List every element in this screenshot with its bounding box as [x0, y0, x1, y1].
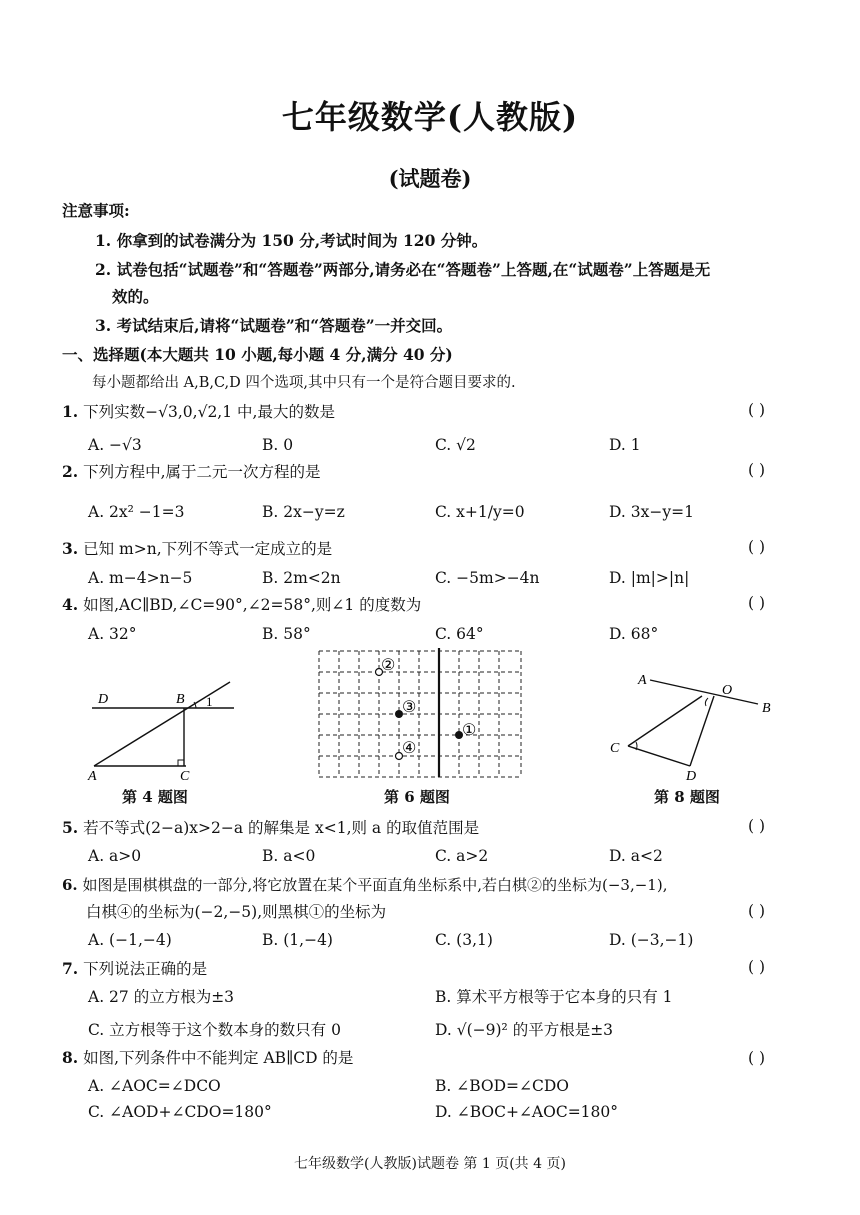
q2-option-c: C. x+1/y=0: [435, 503, 525, 521]
q7-option-d: D. √(−9)² 的平方根是±3: [435, 1021, 614, 1039]
q2-option-b: B. 2x−y=z: [262, 503, 345, 521]
label-d: D: [686, 769, 697, 784]
q7-option-b: B. 算术平方根等于它本身的只有 1: [435, 988, 673, 1006]
label-b: B: [762, 701, 771, 716]
question-4-stem: 如图,AC∥BD,∠C=90°,∠2=58°,则∠1 的度数为: [83, 596, 422, 614]
q3-option-b: B. 2m<2n: [262, 569, 341, 587]
answer-blank-4: ( ): [748, 594, 766, 612]
question-8: 8. 如图,下列条件中不能判定 AB∥CD 的是: [62, 1048, 354, 1067]
question-2: 2. 下列方程中,属于二元一次方程的是: [62, 462, 321, 481]
q1-option-d: D. 1: [609, 436, 641, 454]
label-angle-1: 1: [206, 694, 213, 709]
label-d: D: [98, 692, 109, 707]
section1-heading: 一、选择题(本大题共 10 小题,每小题 4 分,满分 40 分): [62, 345, 453, 364]
q5-option-d: D. a<2: [609, 847, 663, 865]
label-stone-3: ③: [402, 699, 417, 716]
figure-8: [604, 668, 782, 786]
q5-option-c: C. a>2: [435, 847, 489, 865]
q4-option-d: D. 68°: [609, 625, 659, 643]
q7-option-c: C. 立方根等于这个数本身的数只有 0: [88, 1021, 341, 1039]
answer-blank-8: ( ): [748, 1049, 766, 1067]
q6-option-c: C. (3,1): [435, 931, 493, 949]
answer-blank-6: ( ): [748, 902, 766, 920]
page-footer: 七年级数学(人教版)试题卷 第 1 页(共 4 页): [294, 1156, 566, 1172]
question-2-stem: 下列方程中,属于二元一次方程的是: [83, 463, 321, 481]
q5-option-a: A. a>0: [88, 847, 142, 865]
line-do: [690, 696, 714, 766]
q5-option-b: B. a<0: [262, 847, 316, 865]
q3-option-d: D. |m|>|n|: [609, 569, 690, 587]
q8-option-d: D. ∠BOC+∠AOC=180°: [435, 1103, 619, 1121]
question-8-stem: 如图,下列条件中不能判定 AB∥CD 的是: [83, 1049, 354, 1067]
q3-option-c: C. −5m>−4n: [435, 569, 540, 587]
answer-blank-7: ( ): [748, 958, 766, 976]
answer-blank-3: ( ): [748, 538, 766, 556]
q8-option-a: A. ∠AOC=∠DCO: [88, 1077, 221, 1095]
angle-o-arc: [705, 698, 708, 706]
label-stone-4: ④: [402, 740, 417, 757]
question-6-stem-2: 白棋④的坐标为(−2,−5),则黑棋①的坐标为: [86, 903, 387, 921]
label-c: C: [610, 741, 620, 756]
note-1: 1. 你拿到的试卷满分为 150 分,考试时间为 120 分钟。: [95, 231, 488, 250]
figure-8-caption: 第 8 题图: [654, 788, 720, 806]
q1-option-b: B. 0: [262, 436, 294, 454]
q7-option-a: A. 27 的立方根为±3: [88, 988, 235, 1006]
page-subtitle: (试题卷): [388, 166, 472, 191]
note-2: 2. 试卷包括“试题卷”和“答题卷”两部分,请务必在“答题卷”上答题,在“试题卷”上答题是无: [95, 260, 711, 279]
question-5-stem: 若不等式(2−a)x>2−a 的解集是 x<1,则 a 的取值范围是: [83, 819, 480, 837]
answer-blank-1: ( ): [748, 401, 766, 419]
q8-option-c: C. ∠AOD+∠CDO=180°: [88, 1103, 272, 1121]
label-o: O: [722, 683, 733, 698]
question-1-stem: 下列实数−√3,0,√2,1 中,最大的数是: [83, 403, 335, 421]
q6-option-b: B. (1,−4): [262, 931, 333, 949]
question-3: 3. 已知 m>n,下列不等式一定成立的是: [62, 539, 333, 558]
q4-option-a: A. 32°: [88, 625, 137, 643]
right-angle-mark: [178, 760, 184, 766]
q1-option-a: A. −√3: [88, 436, 142, 454]
question-5: 5. 若不等式(2−a)x>2−a 的解集是 x<1,则 a 的取值范围是: [62, 818, 480, 837]
q8-option-b: B. ∠BOD=∠CDO: [435, 1077, 570, 1095]
question-7-stem: 下列说法正确的是: [83, 960, 208, 978]
note-2-cont: 效的。: [112, 287, 159, 306]
question-6-stem-1: 如图是围棋棋盘的一部分,将它放置在某个平面直角坐标系中,若白棋②的坐标为(−3,−1),: [82, 876, 668, 894]
q1-option-c: C. √2: [435, 436, 476, 454]
section1-instruction: 每小题都给出 A,B,C,D 四个选项,其中只有一个是符合题目要求的.: [92, 375, 516, 391]
q2-option-d: D. 3x−y=1: [609, 503, 694, 521]
answer-blank-2: ( ): [748, 461, 766, 479]
line-ab: [650, 680, 758, 704]
figure-6-caption: 第 6 题图: [384, 788, 450, 806]
angle-c-arc: [636, 742, 637, 750]
figure-4: [82, 672, 242, 784]
notes-heading: 注意事项:: [62, 201, 130, 220]
board-grid: [319, 651, 521, 777]
page-title: 七年级数学(人教版): [281, 98, 579, 136]
q6-option-a: A. (−1,−4): [88, 931, 172, 949]
question-4: 4. 如图,AC∥BD,∠C=90°,∠2=58°,则∠1 的度数为: [62, 595, 422, 614]
label-a: A: [88, 769, 97, 784]
answer-blank-5: ( ): [748, 817, 766, 835]
q4-option-b: B. 58°: [262, 625, 311, 643]
label-stone-2: ②: [381, 657, 396, 674]
figure-6: [314, 646, 526, 780]
q3-option-a: A. m−4>n−5: [88, 569, 193, 587]
figure-4-caption: 第 4 题图: [122, 788, 188, 806]
label-stone-1: ①: [462, 722, 477, 739]
question-7: 7. 下列说法正确的是: [62, 959, 208, 978]
label-a: A: [638, 673, 647, 688]
line-co: [628, 696, 702, 746]
label-c: C: [180, 769, 190, 784]
q2-option-a: A. 2x² −1=3: [88, 503, 185, 521]
note-3: 3. 考试结束后,请将“试题卷”和“答题卷”一并交回。: [95, 316, 453, 335]
line-cd: [628, 746, 690, 766]
q6-option-d: D. (−3,−1): [609, 931, 694, 949]
q4-option-c: C. 64°: [435, 625, 484, 643]
label-b: B: [176, 692, 185, 707]
question-1: 1. 下列实数−√3,0,√2,1 中,最大的数是: [62, 402, 335, 421]
question-3-stem: 已知 m>n,下列不等式一定成立的是: [83, 540, 333, 558]
question-6: 6. 如图是围棋棋盘的一部分,将它放置在某个平面直角坐标系中,若白棋②的坐标为(−3,−1),: [62, 876, 668, 894]
